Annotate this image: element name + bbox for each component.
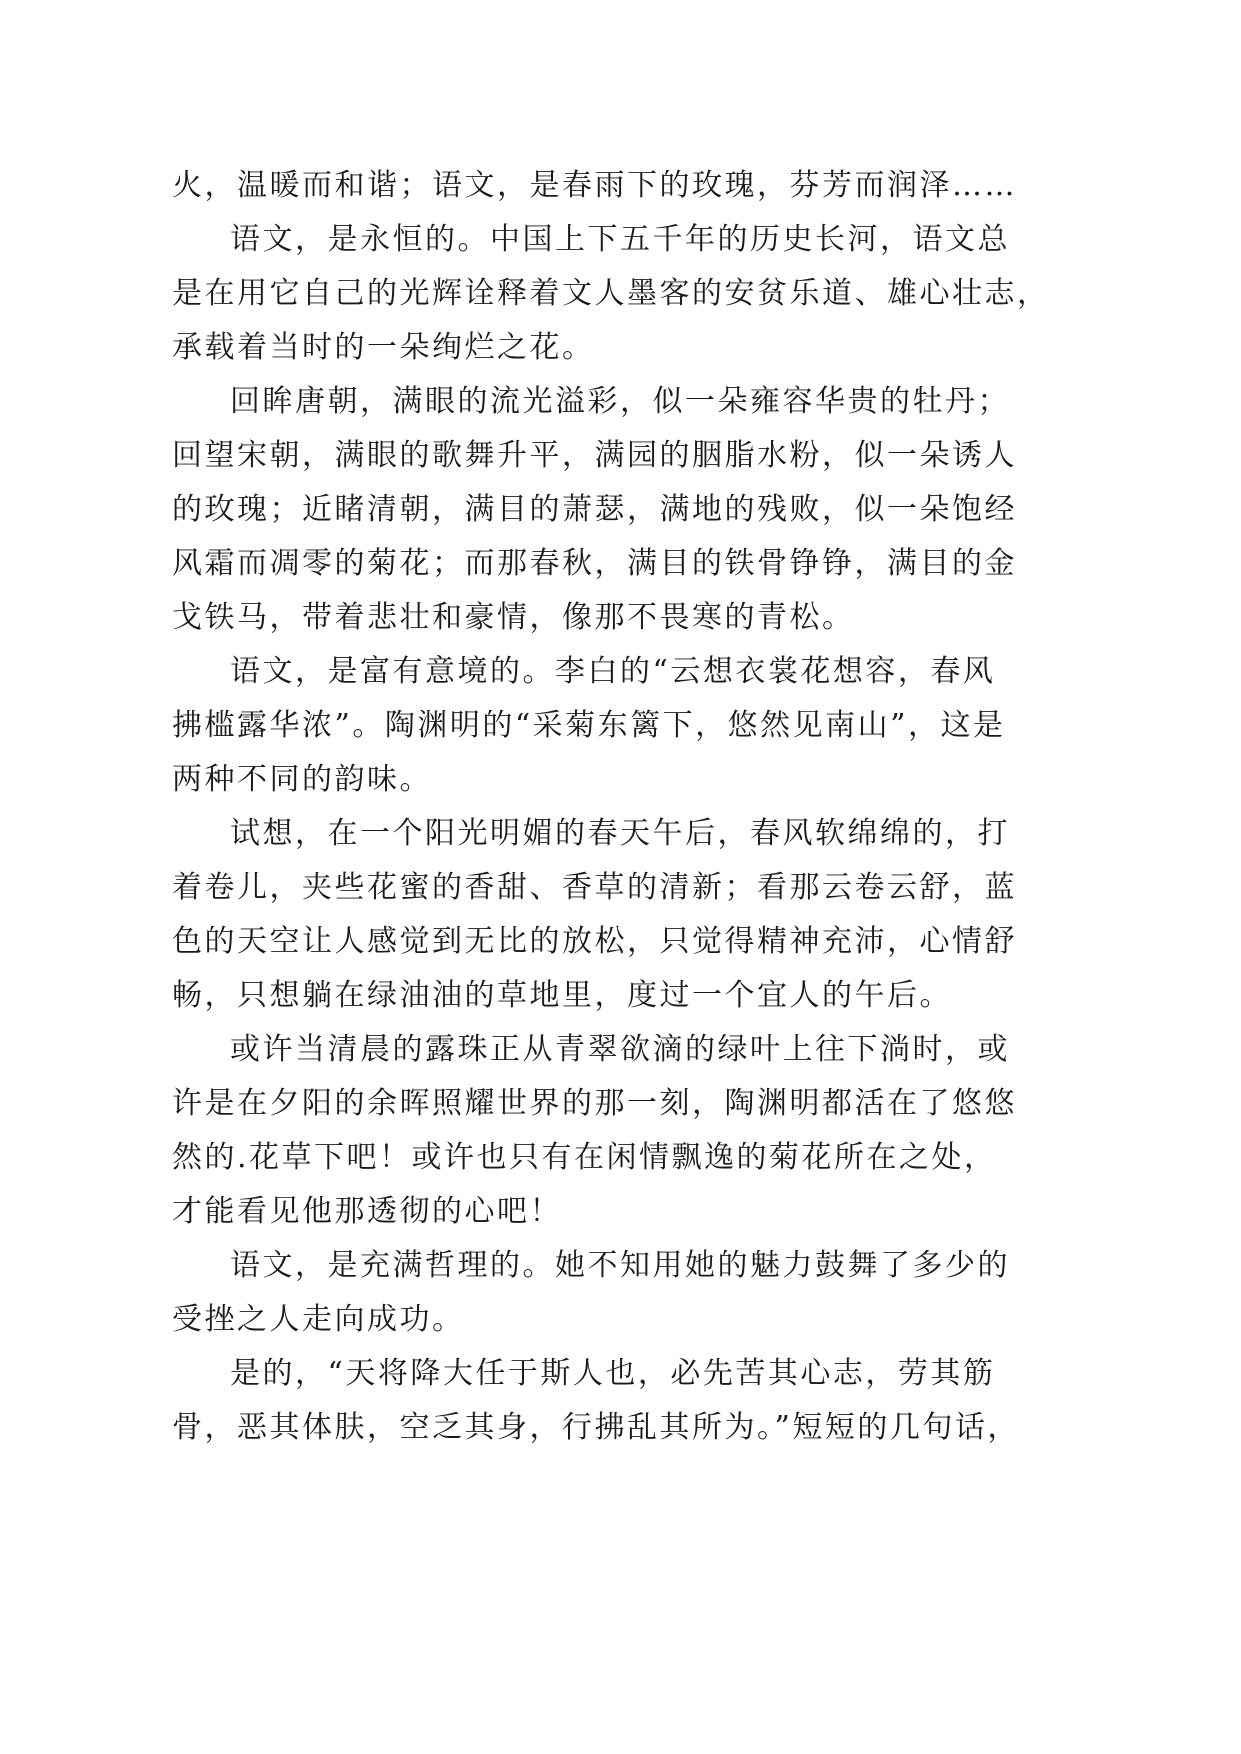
text-line: 骨，恶其体肤，空乏其身，行拂乱其所为。”短短的几句话， xyxy=(172,1410,1020,1445)
text-line: 回望宋朝，满眼的歌舞升平，满园的胭脂水粉，似一朵诱人 xyxy=(172,438,1017,473)
text-line: 然的.花草下吧！或许也只有在闲情飘逸的菊花所在之处， xyxy=(172,1140,997,1175)
text-line: 着卷儿，夹些花蜜的香甜、香草的清新；看那云卷云舒，蓝 xyxy=(172,870,1017,905)
text-line: 受挫之人走向成功。 xyxy=(172,1302,465,1337)
text-line: 火，温暖而和谐；语文，是春雨下的玫瑰，芬芳而润泽…… xyxy=(172,168,1017,203)
text-line: 两种不同的韵味。 xyxy=(172,762,432,797)
paragraph-first-line: 语文，是充满哲理的。她不知用她的魅力鼓舞了多少的 xyxy=(230,1248,1010,1283)
text-line: 色的天空让人感觉到无比的放松，只觉得精神充沛，心情舒 xyxy=(172,924,1017,959)
text-line: 许是在夕阳的余晖照耀世界的那一刻，陶渊明都活在了悠悠 xyxy=(172,1086,1017,1121)
text-line: 拂槛露华浓”。陶渊明的“采菊东篱下，悠然见南山”，这是 xyxy=(172,708,1006,743)
text-line: 畅，只想躺在绿油油的草地里，度过一个宜人的午后。 xyxy=(172,978,952,1013)
text-line: 的玫瑰；近睹清朝，满目的萧瑟，满地的残败，似一朵饱经 xyxy=(172,492,1017,527)
text-line: 是在用它自己的光辉诠释着文人墨客的安贫乐道、雄心壮志， xyxy=(172,276,1050,311)
text-line: 才能看见他那透彻的心吧！ xyxy=(172,1194,562,1229)
paragraph-first-line: 试想，在一个阳光明媚的春天午后，春风软绵绵的，打 xyxy=(230,816,1010,851)
text-line: 戈铁马，带着悲壮和豪情，像那不畏寒的青松。 xyxy=(172,600,855,635)
paragraph-first-line: 是的，“天将降大任于斯人也，必先苦其心志，劳其筋 xyxy=(230,1356,996,1391)
paragraph-first-line: 或许当清晨的露珠正从青翠欲滴的绿叶上往下淌时，或 xyxy=(230,1032,1010,1067)
paragraph-first-line: 回眸唐朝，满眼的流光溢彩，似一朵雍容华贵的牡丹； xyxy=(230,384,1010,419)
paragraph-first-line: 语文，是富有意境的。李白的“云想衣裳花想容，春风 xyxy=(230,654,996,689)
text-line: 风霜而凋零的菊花；而那春秋，满目的铁骨铮铮，满目的金 xyxy=(172,546,1017,581)
paragraph-first-line: 语文，是永恒的。中国上下五千年的历史长河，语文总 xyxy=(230,222,1010,257)
text-line: 承载着当时的一朵绚烂之花。 xyxy=(172,330,595,365)
